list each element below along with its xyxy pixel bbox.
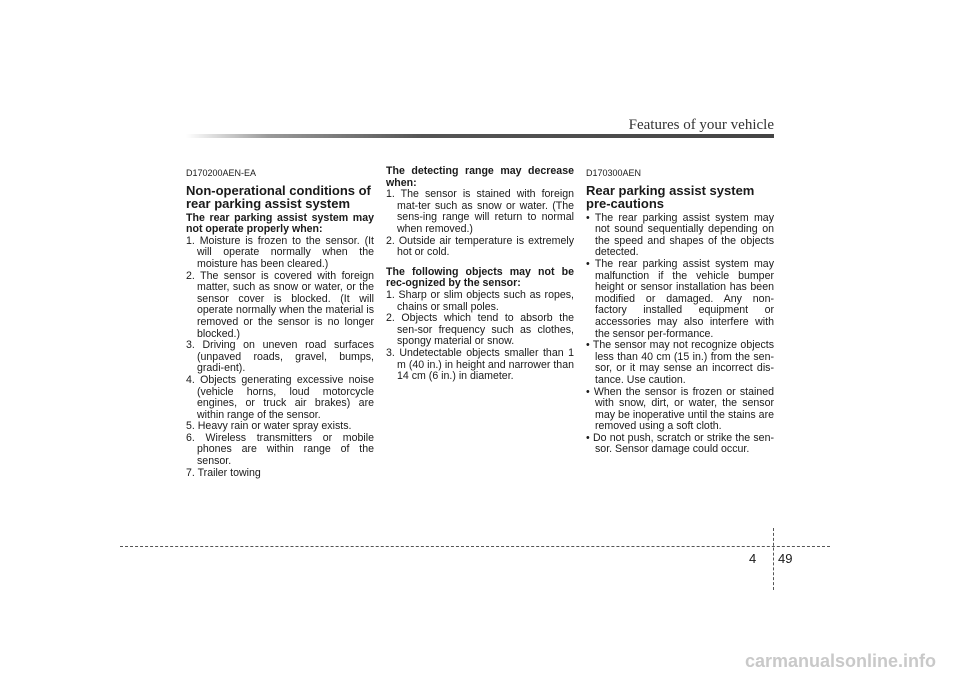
section-title: Features of your vehicle xyxy=(628,117,774,133)
list-item: • When the sensor is frozen or stained with snow, dirt, or water, the sensor may be inoperative until the stains are removed using a soft cloth. xyxy=(586,385,774,433)
page-divider xyxy=(773,528,774,590)
section-heading: Non-operational conditions of rear parking assist system xyxy=(186,182,371,212)
footer-rule xyxy=(120,546,830,547)
list-item: • The sensor may not recognize objects less than 40 cm (15 in.) from the sen-sor, or it may sense an incorrect dis-tance. Use caution. xyxy=(586,339,774,386)
conditions-list xyxy=(186,236,374,479)
list-item: 4. Objects generating excessive noise (vehicle horns, loud motorcycle engines, or truck air brakes) are within range of the sensor. xyxy=(186,373,374,421)
range-list xyxy=(386,189,574,259)
chapter-number: 4 xyxy=(749,551,757,566)
list-item: • The rear parking assist system may not sound sequentially depending on the speed and shapes of the objects detected. xyxy=(586,211,774,259)
section-code: D170300AEN xyxy=(586,168,642,178)
watermark-link[interactable]: carmanualsonline.info xyxy=(744,651,936,671)
section-heading: Rear parking assist system pre-cautions xyxy=(586,182,755,212)
list-item: 2. Objects which tend to absorb the sen-sor frequency such as clothes, spongy material or snow. xyxy=(386,312,574,348)
list-item: 1. The sensor is stained with foreign mat-ter such as snow or water. (The sens-ing range will return to normal when removed.) xyxy=(386,188,574,235)
page-number: 49 xyxy=(778,551,793,566)
list-item: 1. Moisture is frozen to the sensor. (It will operate normally when the moisture has been cleared.) xyxy=(186,234,374,270)
list-item: • The rear parking assist system may malfunction if the vehicle bumper height or sensor installation has been modified or damaged. Any non-factory installed equipment or accessories may also interfere with the sensor per-formance. xyxy=(586,257,774,340)
column-3 xyxy=(586,168,774,456)
list-item: 6. Wireless transmitters or mobile phones are within range of the sensor. xyxy=(186,431,374,468)
list-item: • Do not push, scratch or strike the sen-sor. Sensor damage could occur. xyxy=(586,431,774,456)
precautions-list xyxy=(586,213,774,456)
header-rule xyxy=(186,134,774,138)
subheading: The following objects may not be rec-ognized by the sensor: xyxy=(386,265,574,290)
subheading: The detecting range may decrease when: xyxy=(386,165,574,189)
subheading: The rear parking assist system may not operate properly when: xyxy=(186,211,374,236)
list-item: 7. Trailer towing xyxy=(186,466,261,479)
list-item: 2. The sensor is covered with foreign matter, such as snow or water, or the sensor cover is blocked. (It will operate normally when the material is removed or the sensor is no longer blocked.) xyxy=(186,269,374,340)
column-1 xyxy=(186,168,374,479)
list-item: 5. Heavy rain or water spray exists. xyxy=(186,420,352,433)
list-item: 3. Undetectable objects smaller than 1 m (40 in.) in height and narrower than 14 cm (6 in.) in diameter. xyxy=(386,346,574,383)
column-2 xyxy=(386,166,574,383)
list-item: 2. Outside air temperature is extremely hot or cold. xyxy=(386,234,574,259)
list-item: 1. Sharp or slim objects such as ropes, chains or small poles. xyxy=(386,288,574,313)
list-item: 3. Driving on uneven road surfaces (unpaved roads, gravel, bumps, gradi-ent). xyxy=(186,339,374,375)
section-code: D170200AEN-EA xyxy=(186,168,257,178)
objects-list xyxy=(386,290,574,383)
